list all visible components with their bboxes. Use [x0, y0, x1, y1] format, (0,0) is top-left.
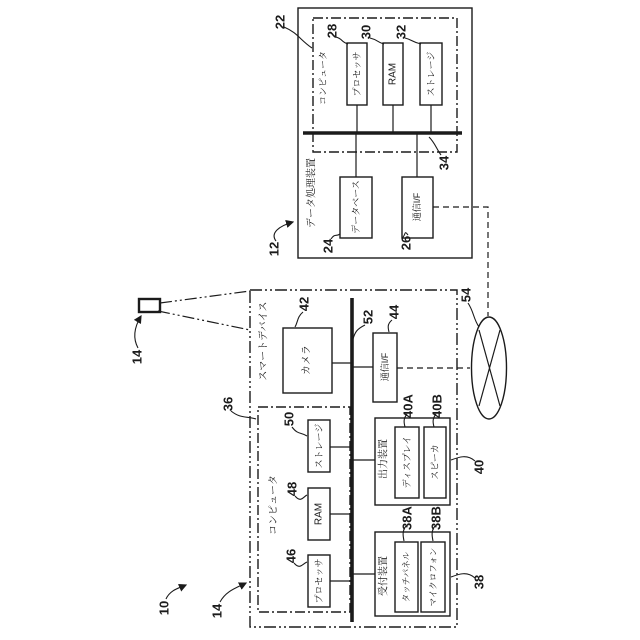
sd-speaker-label: スピーカ: [430, 444, 440, 480]
ref-28: 28: [324, 23, 340, 39]
sd-ram-label: RAM: [313, 502, 325, 526]
leader-50: [292, 427, 307, 436]
ref-44: 44: [386, 304, 402, 320]
leader-52: [353, 325, 365, 339]
ref-22: 22: [272, 14, 288, 30]
network-x-icon: [479, 330, 500, 406]
ref-24: 24: [320, 238, 336, 254]
ref-46: 46: [283, 548, 299, 564]
leader-12: [274, 222, 293, 241]
sd-microphone-label: マイクロフォン: [428, 547, 438, 607]
leader-10: [166, 585, 186, 599]
leader-42: [295, 312, 303, 327]
ref-10: 10: [156, 600, 172, 616]
smart-device-miniature: [139, 299, 160, 312]
leader-30: [370, 38, 384, 44]
ref-36: 36: [220, 396, 236, 412]
dpd-computer-title: コンピュータ: [318, 50, 328, 106]
leader-28: [336, 37, 348, 44]
ref-30: 30: [358, 24, 374, 40]
ref-50: 50: [281, 411, 297, 427]
dpd-storage-label: ストレージ: [426, 51, 436, 97]
ref-12: 12: [266, 241, 282, 257]
ref-38B: 38B: [428, 506, 444, 530]
sd-display-label: ディスプレイ: [402, 435, 412, 489]
ref-38A: 38A: [399, 506, 415, 530]
leader-54: [468, 303, 479, 327]
ref-40: 40: [471, 459, 487, 475]
dpd-comm-if-label: 通信I/F: [412, 192, 422, 222]
dpd-ram-label: RAM: [387, 62, 399, 86]
data-processing-device-group: [267, 8, 473, 258]
dpd-database-label: データベース: [351, 180, 361, 234]
sd-computer-title: コンピュータ: [268, 475, 280, 535]
leader-32: [405, 38, 421, 44]
sd-camera-label: カメラ: [301, 345, 313, 375]
ref-52: 52: [360, 309, 376, 325]
ref-42: 42: [296, 296, 312, 312]
smart-device-title: スマートデバイス: [258, 301, 270, 381]
leader-14: [220, 583, 246, 602]
sd-output-device-label: 出力装置: [378, 439, 390, 479]
sd-storage-label: ストレージ: [314, 423, 324, 469]
dpd-processor-label: プロセッサ: [352, 51, 362, 97]
ref-14: 14: [209, 603, 225, 619]
sd-touch-panel-label: タッチパネル: [401, 551, 411, 603]
ref-14-miniature: 14: [129, 349, 145, 365]
smart-device-group: [130, 290, 487, 627]
ref-40B: 40B: [429, 394, 445, 418]
sd-comm-if-label: 通信I/F: [380, 352, 390, 382]
ref-48: 48: [284, 481, 300, 497]
sd-processor-label: プロセッサ: [314, 558, 324, 604]
ref-40A: 40A: [400, 394, 416, 418]
callout-fan-lines: [158, 291, 250, 330]
data-processing-device-title: データ処理装置: [306, 158, 318, 228]
ref-54: 54: [458, 287, 474, 303]
ref-34: 34: [436, 155, 452, 171]
ref-38: 38: [471, 574, 487, 590]
leader-34: [429, 137, 441, 155]
dpd-connectors: [356, 105, 431, 177]
leader-44: [388, 320, 392, 332]
sd-input-device-label: 受付装置: [378, 556, 390, 596]
ref-26: 26: [398, 235, 414, 251]
leader-14-miniature: [135, 316, 141, 348]
leader-24: [331, 234, 340, 239]
ref-32: 32: [393, 24, 409, 40]
